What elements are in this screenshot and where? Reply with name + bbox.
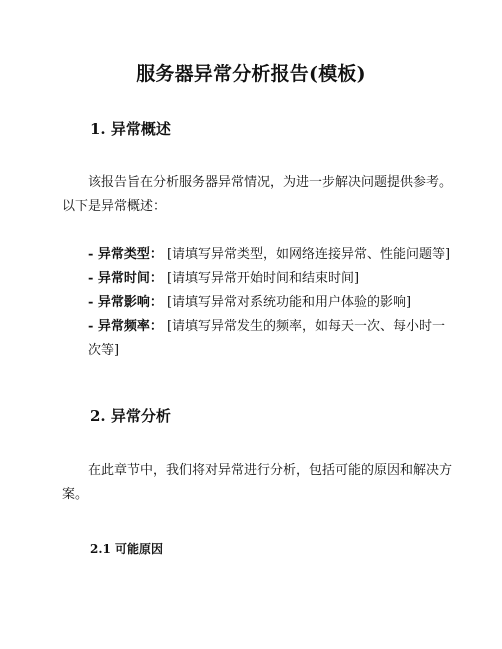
- list-item-label: - 异常频率：: [88, 319, 163, 334]
- section-heading-analysis: 2. 异常分析: [90, 407, 171, 425]
- list-item: [62, 243, 452, 267]
- section-heading-overview: 1. 异常概述: [90, 120, 171, 138]
- list-item-value: [请填写异常类型，如网络连接异常、性能问题等]: [166, 247, 451, 262]
- list-item-label: - 异常时间：: [88, 271, 163, 286]
- document-title: 服务器异常分析报告(模板): [136, 63, 366, 85]
- subsection-heading-causes: 2.1 可能原因: [90, 542, 164, 556]
- list-item-value: [请填写异常发生的频率，如每天一次、每小时一次等]: [88, 319, 446, 358]
- analysis-paragraph: 在此章节中，我们将对异常进行分析，包括可能的原因和解决方案。: [62, 463, 453, 502]
- list-item-value: [请填写异常开始时间和结束时间]: [166, 271, 360, 286]
- overview-paragraph: 该报告旨在分析服务器异常情况，为进一步解决问题提供参考。以下是异常概述：: [62, 175, 453, 214]
- list-item-label: - 异常类型：: [88, 247, 163, 262]
- list-item: [62, 315, 452, 363]
- list-item-label: - 异常影响：: [88, 295, 163, 310]
- list-item: [62, 291, 452, 315]
- list-item-value: [请填写异常对系统功能和用户体验的影响]: [166, 295, 412, 310]
- overview-list: [62, 243, 452, 363]
- list-item: [62, 267, 452, 291]
